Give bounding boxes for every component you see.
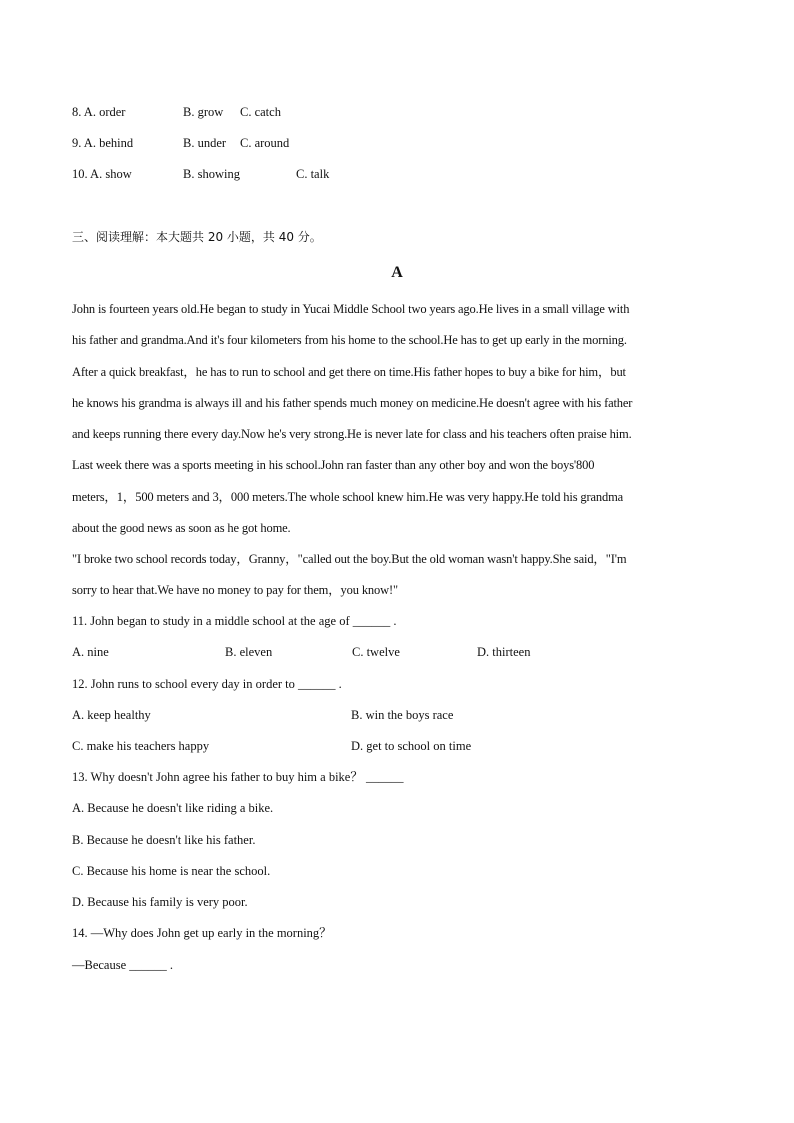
passage-line: about the good news as soon as he got home. xyxy=(72,521,291,535)
q14-answer-line: —Because ______ . xyxy=(72,958,174,972)
q12-option-d: D. get to school on time xyxy=(351,739,472,753)
q12-option-c: C. make his teachers happy xyxy=(72,739,210,753)
q11-option-c: C. twelve xyxy=(352,645,400,659)
question-13: 13. Why doesn't John agree his father to buy him a bike？ ______ xyxy=(72,770,404,784)
passage-line: "I broke two school records today，Granny，"called out the boy.But the old woman wasn't happy.She said，"I'm xyxy=(72,552,627,566)
q12-option-a: A. keep healthy xyxy=(72,708,151,722)
q13-option-b: B. Because he doesn't like his father. xyxy=(72,833,256,847)
q12-option-b: B. win the boys race xyxy=(351,708,454,722)
passage-line: John is fourteen years old.He began to study in Yucai Middle School two years ago.He lives in a small village with xyxy=(72,302,630,316)
q8-option-c: C. catch xyxy=(240,105,281,119)
q10-option-b: B. showing xyxy=(183,167,240,181)
q11-option-a: A. nine xyxy=(72,645,109,659)
q9-option-c: C. around xyxy=(240,136,290,150)
passage-title: A xyxy=(391,264,403,281)
passage-line: meters，1，500 meters and 3，000 meters.The whole school knew him.He was very happy.He told his grandma xyxy=(72,490,624,504)
question-14: 14. —Why does John get up early in the morning？ xyxy=(72,926,332,940)
q10-option-a: 10. A. show xyxy=(72,167,132,181)
passage-line: After a quick breakfast，he has to run to school and get there on time.His father hopes to buy a bike for him，but xyxy=(72,365,626,379)
passage-line: he knows his grandma is always ill and his father spends much money on medicine.He doesn't agree with his father xyxy=(72,396,633,410)
q11-option-d: D. thirteen xyxy=(477,645,531,659)
question-12: 12. John runs to school every day in order to ______ . xyxy=(72,677,342,691)
section-heading: 三、阅读理解：本大题共 20 小题，共 40 分。 xyxy=(72,230,322,244)
q9-option-a: 9. A. behind xyxy=(72,136,134,150)
passage-line: Last week there was a sports meeting in his school.John ran faster than any other boy and won the boys'800 xyxy=(72,458,595,472)
q9-option-b: B. under xyxy=(183,136,227,150)
q10-option-c: C. talk xyxy=(296,167,330,181)
q13-option-a: A. Because he doesn't like riding a bike. xyxy=(72,801,274,815)
q8-option-a: 8. A. order xyxy=(72,105,126,119)
q13-option-c: C. Because his home is near the school. xyxy=(72,864,271,878)
q8-option-b: B. grow xyxy=(183,105,224,119)
q13-option-d: D. Because his family is very poor. xyxy=(72,895,248,909)
q11-option-b: B. eleven xyxy=(225,645,273,659)
question-11: 11. John began to study in a middle school at the age of ______ . xyxy=(72,614,397,628)
passage-line: his father and grandma.And it's four kilometers from his home to the school.He has to get up early in the morning. xyxy=(72,333,627,347)
passage-line: and keeps running there every day.Now he's very strong.He is never late for class and his teachers often praise him. xyxy=(72,427,632,441)
passage-line: sorry to hear that.We have no money to pay for them，you know!" xyxy=(72,583,398,597)
